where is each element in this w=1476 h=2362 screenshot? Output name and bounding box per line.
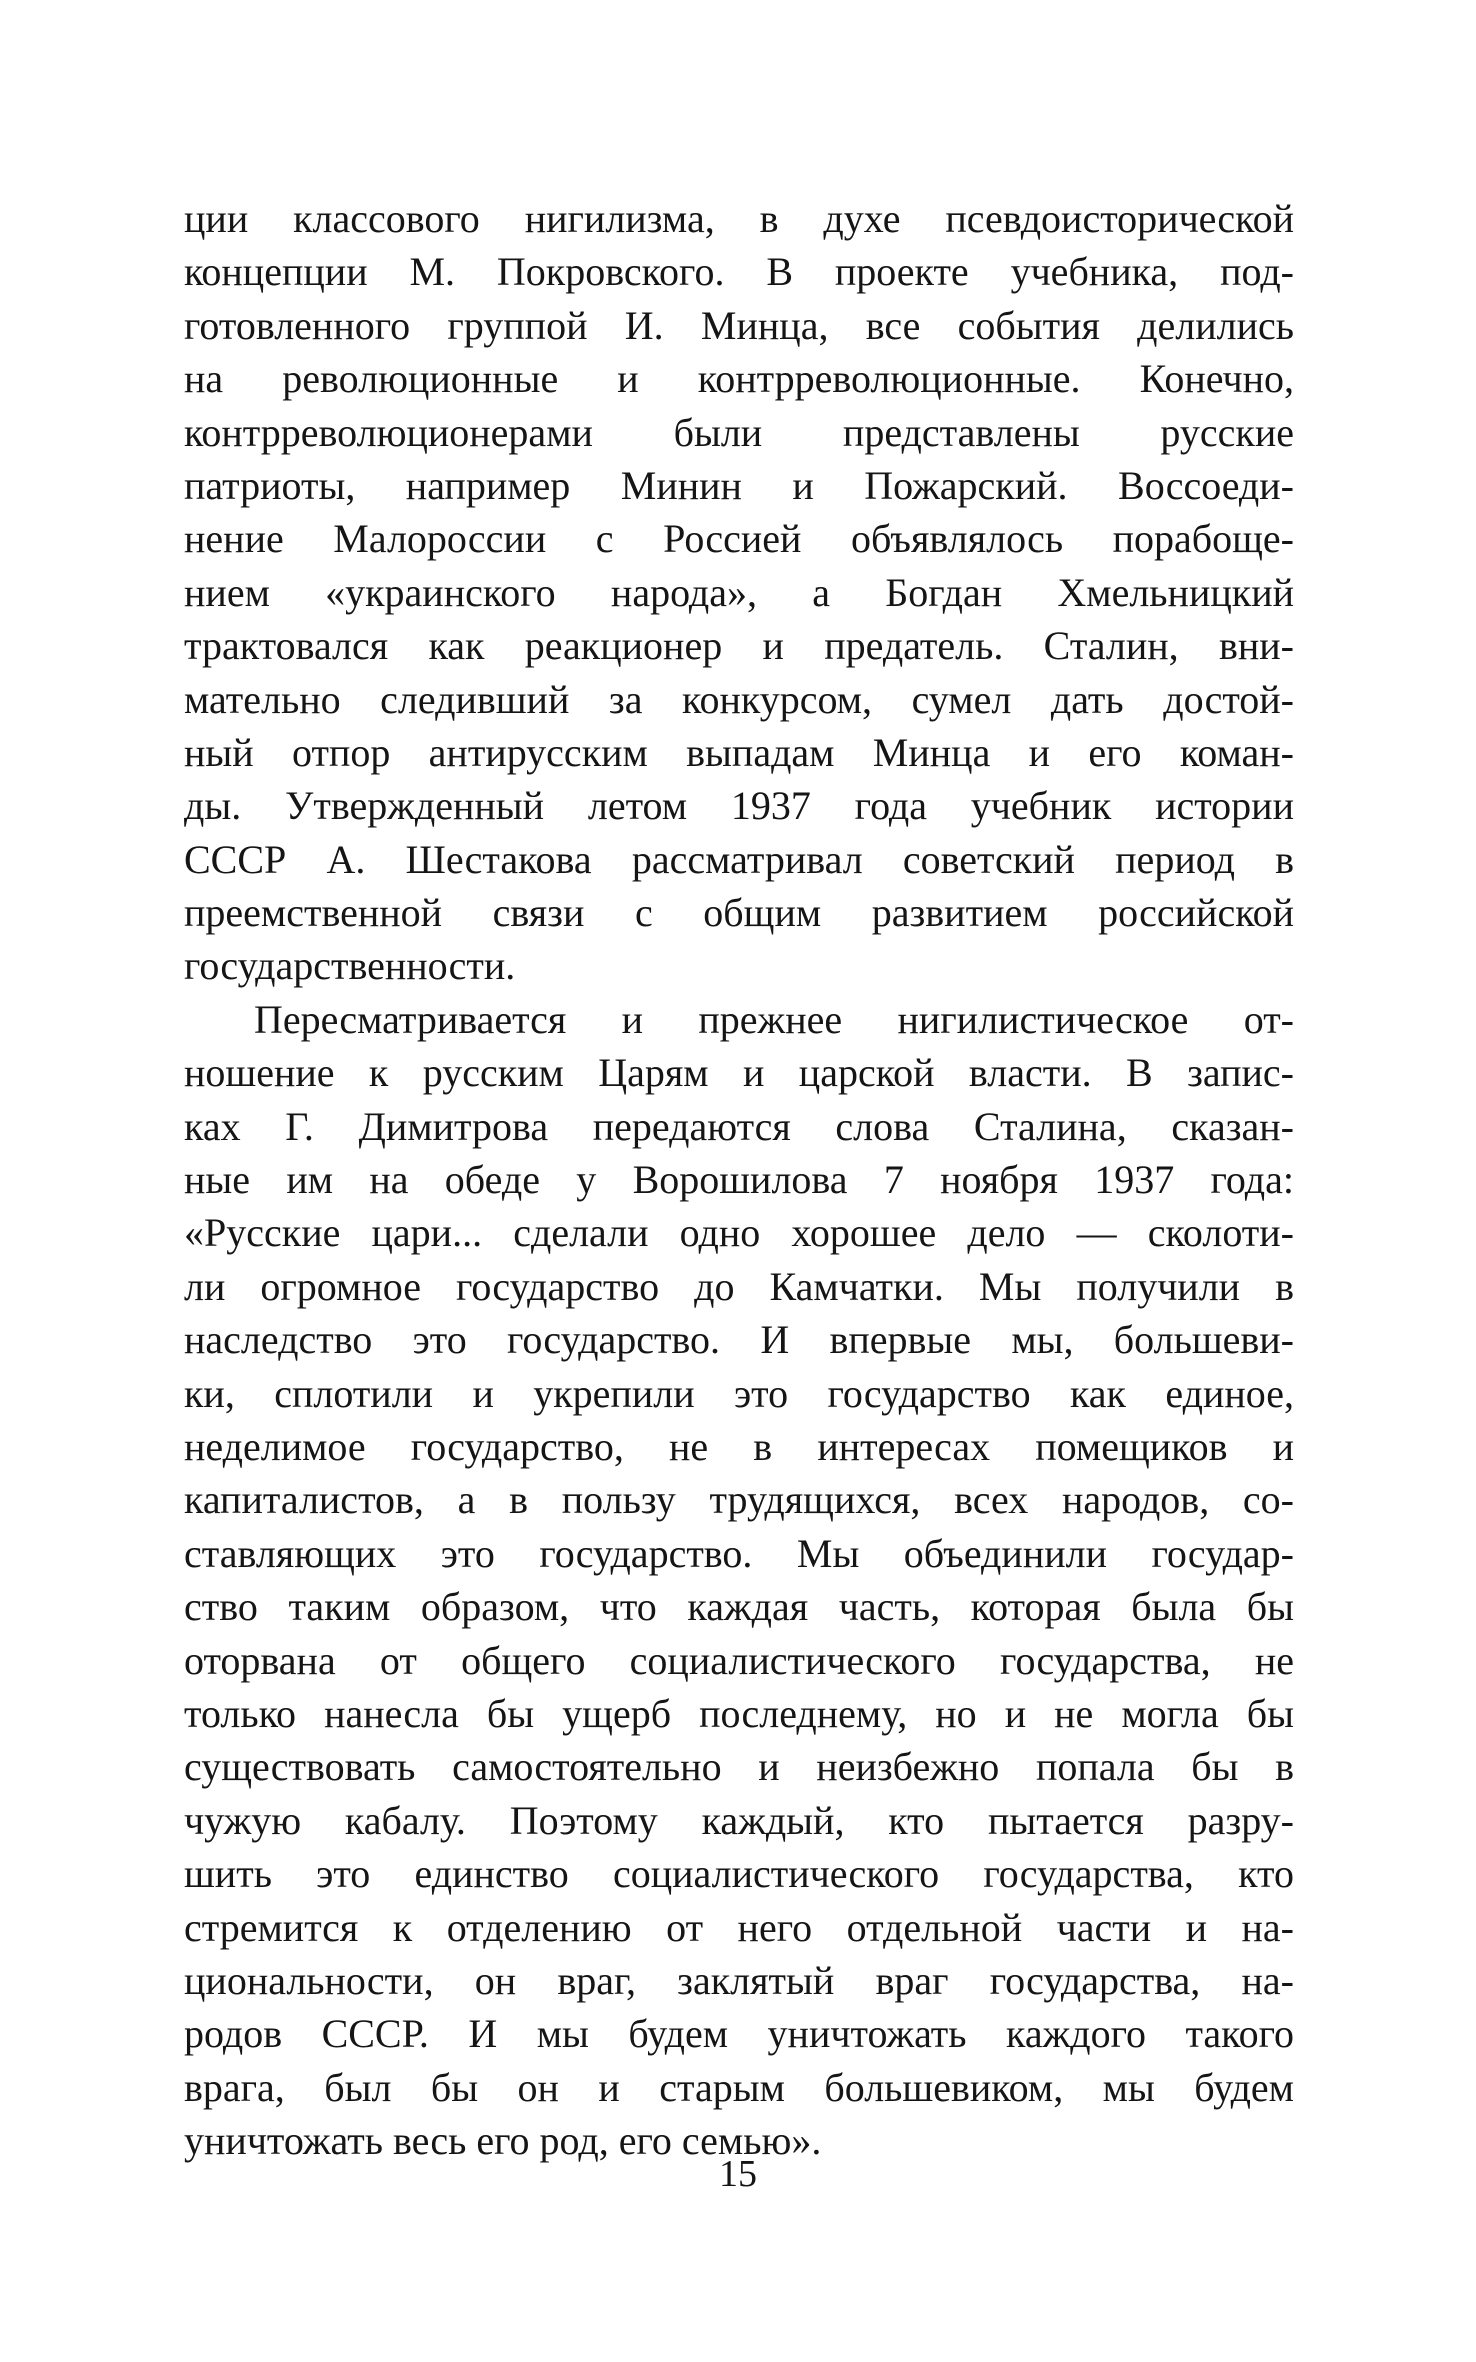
text-line: ставляющих это государство. Мы объединили государ- [184,1530,1294,1576]
paragraph-first-line: Пересматривается и прежнее нигилистическое от- [254,996,1294,1042]
text-line: ство таким образом, что каждая часть, которая была бы [184,1584,1294,1630]
text-line: трактовался как реакционер и предатель. Сталин, вни- [184,623,1294,669]
text-line: ные им на обеде у Ворошилова 7 ноября 1937 года: [184,1157,1294,1203]
text-line: мательно следивший за конкурсом, сумел дать достой- [184,676,1294,722]
text-line: шить это единство социалистического государства, кто [184,1851,1294,1897]
text-line: стремится к отделению от него отдельной части и на- [184,1904,1294,1950]
page-number: 15 [719,2153,757,2195]
text-line: готовленного группой И. Минца, все события делились [184,302,1294,348]
text-line: ции классового нигилизма, в духе псевдоисторической [184,196,1294,241]
text-line: «Русские цари... сделали одно хорошее дело — сколоти- [184,1210,1294,1256]
text-line: наследство это государство. И впервые мы, большеви- [184,1317,1294,1363]
text-line: патриоты, например Минин и Пожарский. Воссоеди- [184,462,1294,508]
text-line: родов СССР. И мы будем уничтожать каждого такого [184,2011,1294,2057]
text-line: чужую кабалу. Поэтому каждый, кто пытается разру- [184,1797,1294,1843]
text-line: ный отпор антирусским выпадам Минца и его коман- [184,729,1294,775]
text-line: ках Г. Димитрова передаются слова Сталина, сказан- [184,1103,1294,1149]
text-line: государственности. [184,943,516,989]
text-line: уничтожать весь его род, его семью». [184,2118,822,2164]
text-line: существовать самостоятельно и неизбежно попала бы в [184,1744,1294,1790]
text-line: циональности, он враг, заклятый враг государства, на- [184,1957,1294,2003]
text-line: нием «украинского народа», а Богдан Хмельницкий [184,569,1294,615]
text-line: капиталистов, а в пользу трудящихся, всех народов, со- [184,1477,1294,1523]
text-line: неделимое государство, не в интересах помещиков и [184,1423,1294,1469]
text-line: СССР А. Шестакова рассматривал советский период в [184,836,1294,882]
text-line: контрреволюционерами были представлены русские [184,409,1294,455]
body-text [184,192,1294,2167]
text-line: оторвана от общего социалистического государства, не [184,1637,1294,1683]
text-line: ды. Утвержденный летом 1937 года учебник истории [184,783,1294,829]
text-line: нение Малороссии с Россией объявлялось порабоще- [184,516,1294,562]
text-line: преемственной связи с общим развитием российской [184,890,1294,936]
text-line: ношение к русским Царям и царской власти. В запис- [184,1050,1294,1096]
text-line: врага, был бы он и старым большевиком, мы будем [184,2064,1294,2110]
text-line: на революционные и контрреволюционные. Конечно, [184,356,1294,402]
text-line: ки, сплотили и укрепили это государство как единое, [184,1370,1294,1416]
text-line: только нанесла бы ущерб последнему, но и не могла бы [184,1690,1294,1736]
text-line: концепции М. Покровского. В проекте учебника, под- [184,249,1294,295]
text-line: ли огромное государство до Камчатки. Мы получили в [184,1263,1294,1309]
